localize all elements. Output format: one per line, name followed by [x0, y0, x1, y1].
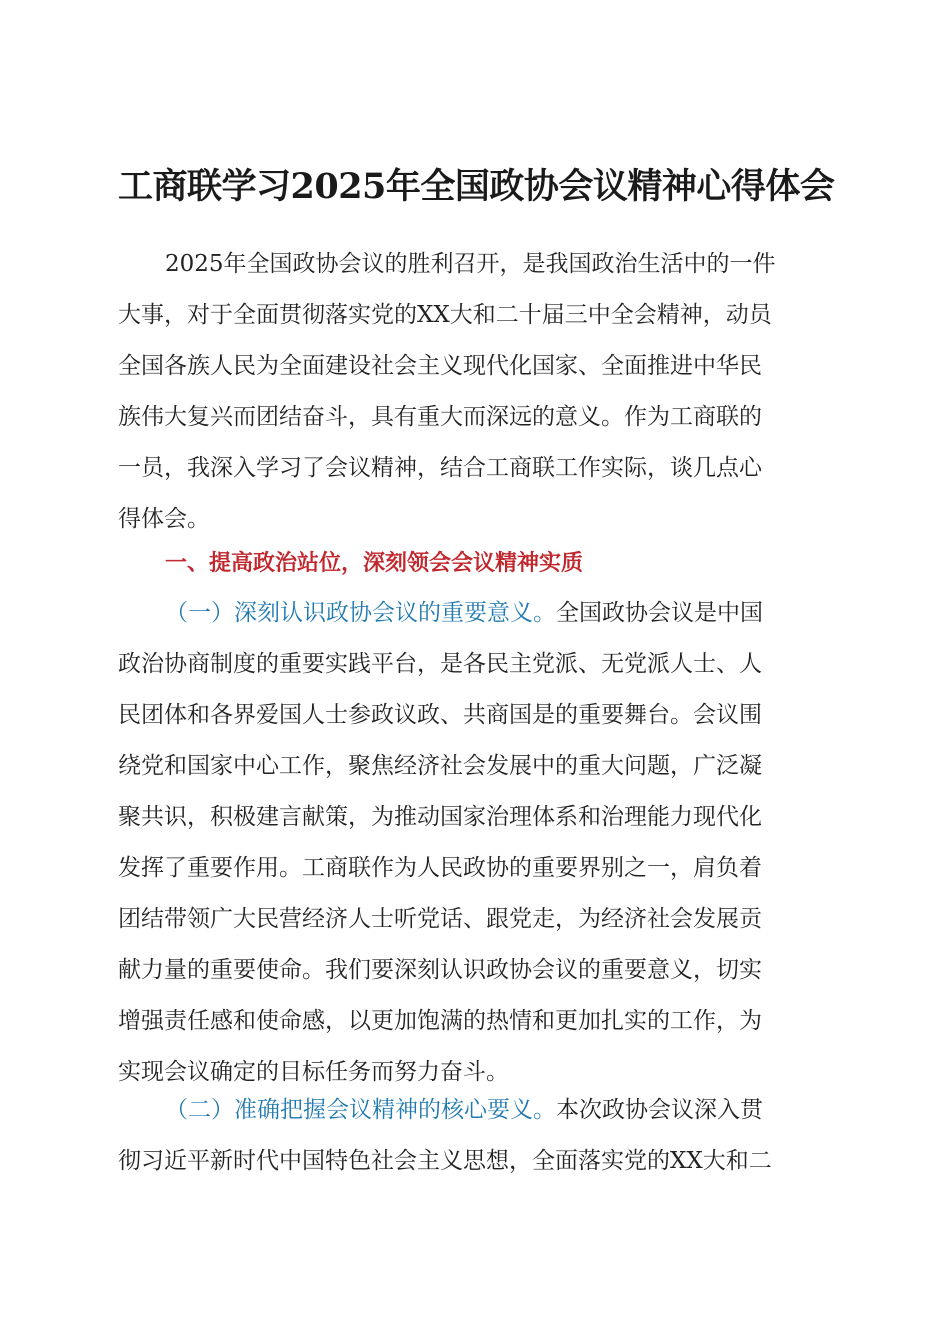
intro-paragraph: [118, 239, 823, 545]
paragraph-line: 聚共识，积极建言献策，为推动国家治理体系和治理能力现代化: [118, 804, 762, 830]
paragraph-line: 得体会。: [118, 506, 210, 532]
paragraph-line: 发挥了重要作用。工商联作为人民政协的重要界别之一，肩负着: [118, 855, 762, 881]
paragraph-line: 大事，对于全面贯彻落实党的XX大和二十届三中全会精神，动员: [118, 302, 772, 328]
paragraph-text: 全国政协会议是中国: [556, 600, 763, 626]
paragraph-line: 2025年全国政协会议的胜利召开，是我国政治生活中的一件: [165, 251, 776, 277]
paragraph-line: 彻习近平新时代中国特色社会主义思想，全面落实党的XX大和二: [118, 1148, 772, 1174]
paragraph-text: 本次政协会议深入贯: [556, 1097, 763, 1123]
subsection-2-paragraph: [118, 1085, 823, 1187]
paragraph-line: 绕党和国家中心工作，聚焦经济社会发展中的重大问题，广泛凝: [118, 753, 762, 779]
subsection-1-paragraph: [118, 588, 823, 1098]
paragraph-line: 民团体和各界爱国人士参政议政、共商国是的重要舞台。会议围: [118, 702, 762, 728]
paragraph-line: 献力量的重要使命。我们要深刻认识政协会议的重要意义，切实: [118, 957, 762, 983]
paragraph-line: 一员，我深入学习了会议精神，结合工商联工作实际，谈几点心: [118, 455, 762, 481]
section-heading: 一、提高政治站位，深刻领会会议精神实质: [165, 551, 584, 576]
paragraph-line: 团结带领广大民营经济人士听党话、跟党走，为经济社会发展贡: [118, 906, 762, 932]
paragraph-line: 实现会议确定的目标任务而努力奋斗。: [118, 1059, 509, 1085]
paragraph-line: 全国各族人民为全面建设社会主义现代化国家、全面推进中华民: [118, 353, 762, 379]
subsection-heading: （一）深刻认识政协会议的重要意义。: [165, 600, 556, 626]
paragraph-line: 政治协商制度的重要实践平台，是各民主党派、无党派人士、人: [118, 651, 762, 677]
paragraph-line: [118, 1085, 823, 1136]
document-title: 工商联学习2025年全国政协会议精神心得体会: [118, 166, 835, 207]
paragraph-line: [118, 588, 823, 639]
paragraph-line: 增强责任感和使命感，以更加饱满的热情和更加扎实的工作，为: [118, 1008, 762, 1034]
paragraph-line: 族伟大复兴而团结奋斗，具有重大而深远的意义。作为工商联的: [118, 404, 762, 430]
subsection-heading: （二）准确把握会议精神的核心要义。: [165, 1097, 556, 1123]
